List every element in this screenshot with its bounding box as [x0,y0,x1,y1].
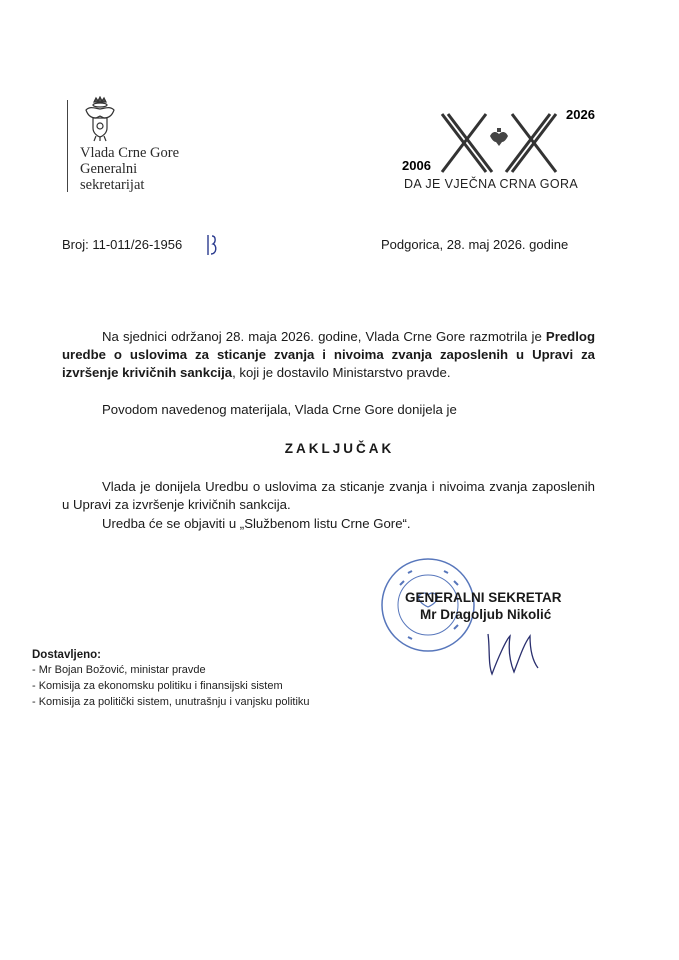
document-number: Broj: 11-011/26-1956 [62,237,183,252]
intro-text-c: , koji je dostavilo Ministarstvo pravde. [232,365,451,380]
distribution-item: - Mr Bojan Božović, ministar pravde [32,664,206,676]
handwritten-mark [205,232,219,258]
official-seal-stamp [378,555,478,655]
document-date: Podgorica, 28. maj 2026. godine [381,237,569,252]
logo-year-start: 2006 [402,158,431,173]
logo-slogan: DA JE VJEČNA CRNA GORA [404,177,579,191]
distribution-item: - Komisija za politički sistem, unutrašnju i vanjsku politiku [32,696,310,708]
header-divider [67,100,68,192]
paragraph-conclusion: Vlada je donijela Uredbu o uslovima za sticanje zvanja i nivoima zvanja zaposlenih u Upravi za izvršenje krivičnih sankcija. [62,479,595,512]
org-name-line-1: Vlada Crne Gore [80,145,180,161]
coat-of-arms-icon [80,96,120,142]
distribution-item: - Komisija za ekonomsku politiku i finansijski sistem [32,680,283,692]
distribution-label: Dostavljeno: [32,649,102,661]
org-name-line-2: Generalni [80,161,138,177]
intro-text-bold: Predlog uredbe o uslovima za sticanje zvanja i nivoima zvanja zaposlenih u Upravi za izvršenje krivičnih sankcija [62,329,595,380]
paragraph-intro [62,328,595,382]
intro-text-a: Na sjednici održanoj 28. maja 2026. godine, Vlada Crne Gore razmotrila je [102,329,546,344]
signatory-name: Mr Dragoljub Nikolić [420,607,552,622]
logo-year-end: 2026 [566,107,595,122]
double-eagle-icon [490,128,508,146]
paragraph-decision-intro: Povodom navedenog materijala, Vlada Crne Gore donijela je [102,402,457,417]
signatory-title: GENERALNI SEKRETAR [405,590,562,605]
org-name-line-3: sekretarijat [80,177,145,193]
paragraph-publication: Uredba će se objaviti u „Službenom listu Crne Gore“. [102,516,411,531]
handwritten-signature [480,628,550,678]
conclusion-heading: ZAKLJUČAK [284,441,395,456]
